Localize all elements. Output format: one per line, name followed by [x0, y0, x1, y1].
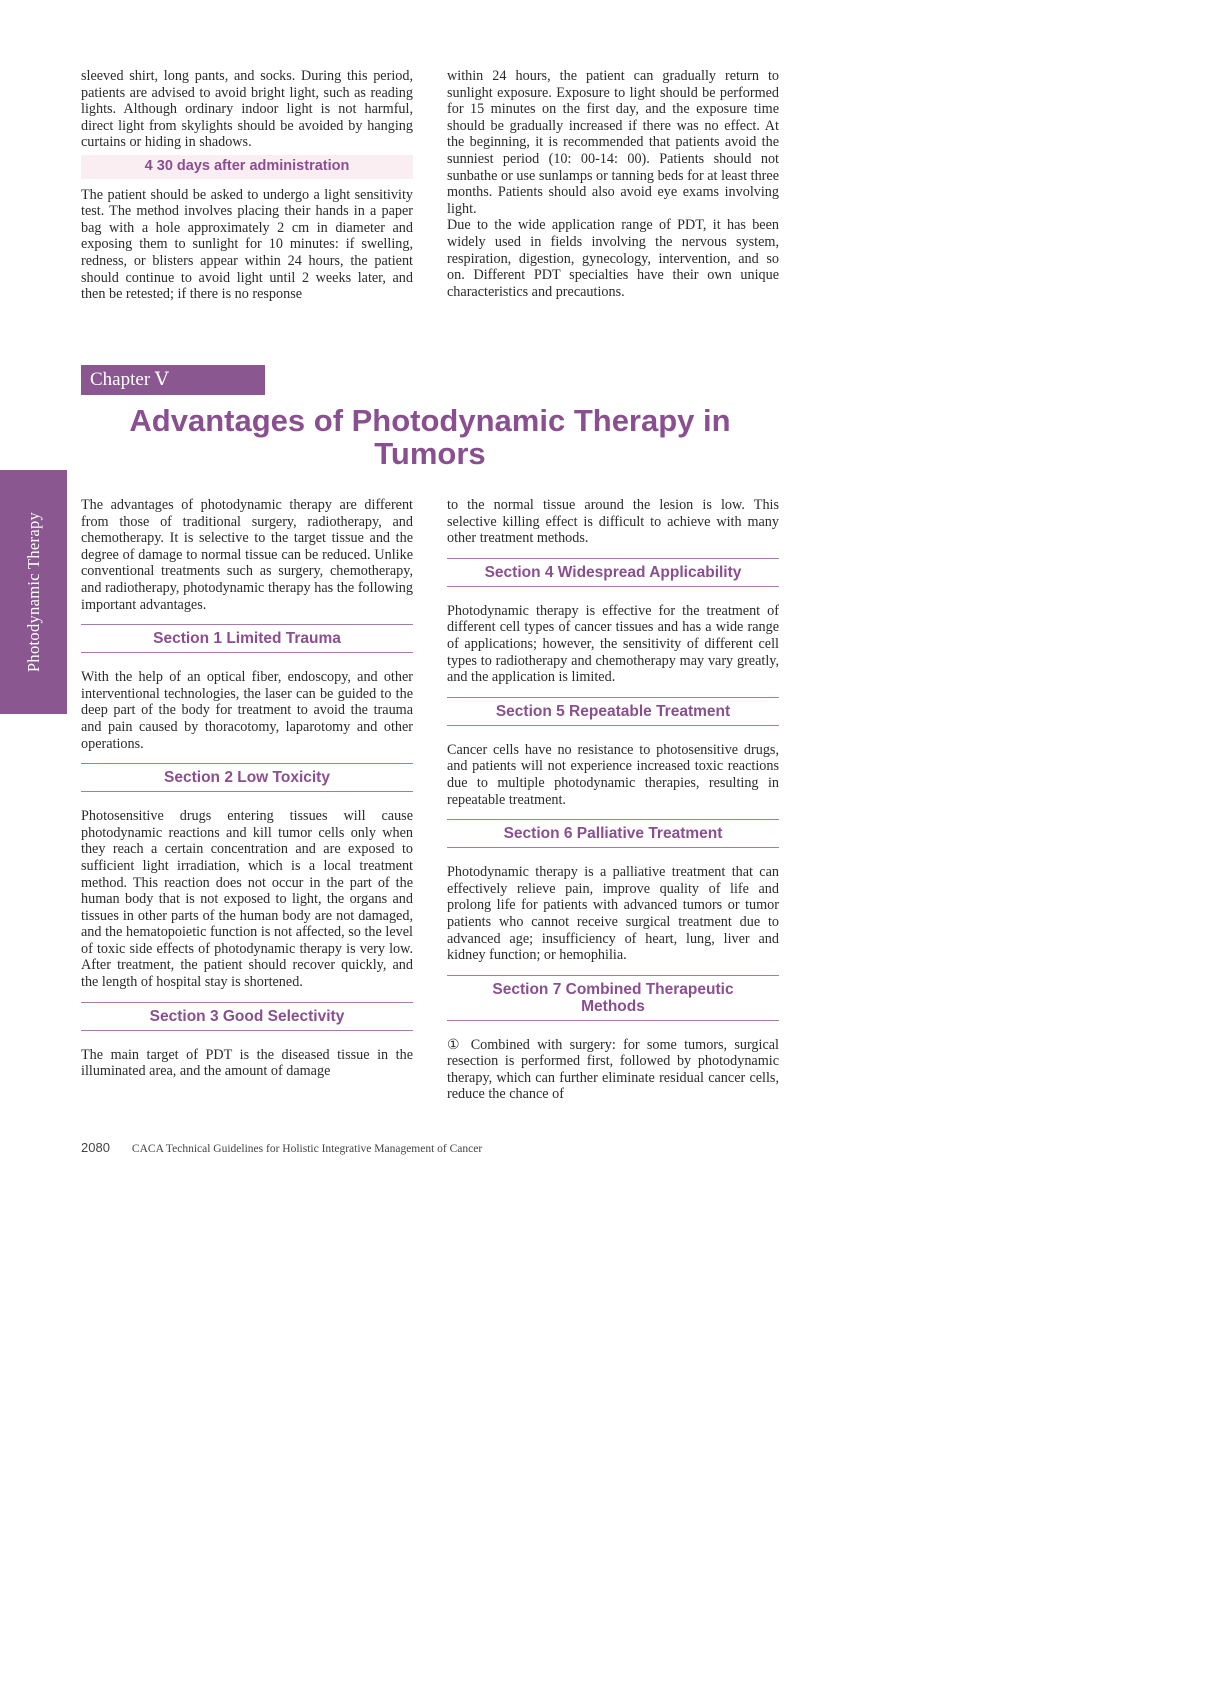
paragraph: sleeved shirt, long pants, and socks. During this period, patients are advised to avoid bright light, such as reading lights. Although ordinary indoor light is not harmful, direct light from skylights should be avoided by hanging curtains or hiding in shadows.: [81, 68, 413, 151]
section-4-text: Photodynamic therapy is effective for the treatment of different cell types of cancer tissues and has a wide range of applications; however, the sensitivity of different cell types to radiotherapy and chemotherapy may vary greatly, and the application is limited.: [447, 602, 779, 686]
subheading: 4 30 days after administration: [81, 155, 413, 179]
section-6-text: Photodynamic therapy is a palliative treatment that can effectively relieve pain, improve quality of life and prolong life for patients with advanced tumors or tumor patients who cannot receive surgical treatment due to advanced age; insufficiency of heart, lung, liver and kidney function; or hemophilia.: [447, 864, 779, 964]
paragraph: Due to the wide application range of PDT, it has been widely used in fields involving the nervous system, respiration, digestion, gynecology, intervention, and so on. Different PDT specialties have their own unique characteristics and precautions.: [447, 217, 779, 300]
section-3-text: The main target of PDT is the diseased tissue in the illuminated area, and the amount of damage: [81, 1046, 413, 1080]
side-tab: [0, 470, 67, 714]
section-2-text: Photosensitive drugs entering tissues will cause photodynamic reactions and kill tumor cells only when they reach a certain concentration and are exposed to sufficient light irradiation, which is a local treatment method. This reaction does not occur in the part of the human body that is not exposed to light, the organs and tissues in other parts of the human body are not damaged, and the hematopoietic function is not affected, so the level of toxic side effects of photodynamic therapy is very low. After treatment, the patient should recover quickly, and the length of hospital stay is shortened.: [81, 808, 413, 991]
right-column: [447, 497, 779, 1103]
section-2-heading: Section 2 Low Toxicity: [81, 763, 413, 792]
top-left-column: [81, 68, 413, 303]
chapter-title: Advantages of Photodynamic Therapy in Tumors: [129, 403, 731, 471]
paragraph: The patient should be asked to undergo a light sensitivity test. The method involves placing their hands in a paper bag with a hole approximately 2 cm in diameter and exposing them to sunlight for 10 minutes: if swelling, redness, or blisters appear within 24 hours, the patient should continue to avoid light until 2 weeks later, and then be retested; if there is no response: [81, 186, 413, 303]
page-number: 2080: [81, 1140, 110, 1155]
book-title: CACA Technical Guidelines for Holistic Integrative Management of Cancer: [131, 1143, 483, 1155]
intro-paragraph: The advantages of photodynamic therapy are different from those of traditional surgery, radiotherapy, and chemotherapy. It is selective to the target tissue and the degree of damage to normal tissue can be reduced. Unlike conventional treatments such as surgery, chemotherapy, and radiotherapy, photodynamic therapy has the following important advantages.: [81, 497, 413, 613]
left-column: [81, 497, 413, 1080]
section-3-continued: to the normal tissue around the lesion is low. This selective killing effect is difficult to achieve with many other treatment methods.: [447, 497, 779, 547]
top-right-column: [447, 68, 779, 300]
page-footer: [81, 1140, 482, 1155]
section-1-heading: Section 1 Limited Trauma: [81, 624, 413, 653]
section-4-heading: Section 4 Widespread Applicability: [447, 558, 779, 587]
side-tab-label: Photodynamic Therapy: [23, 511, 43, 673]
section-5-heading: Section 5 Repeatable Treatment: [447, 697, 779, 726]
section-6-heading: Section 6 Palliative Treatment: [447, 819, 779, 848]
section-7-heading: Section 7 Combined Therapeutic Methods: [447, 975, 779, 1021]
paragraph: within 24 hours, the patient can gradually return to sunlight exposure. Exposure to light should be performed for 15 minutes on the first day, and the exposure time should be gradually increased if there was no effect. At the beginning, it is recommended that patients avoid the sunniest period (10: 00-14: 00). Patients should not sunbathe or use sunlamps or tanning beds for at least three months. Patients should also avoid eye exams involving light.: [447, 68, 779, 217]
section-7-text: ① Combined with surgery: for some tumors, surgical resection is performed first, followed by photodynamic therapy, which can further eliminate residual cancer cells, reduce the chance of: [447, 1036, 779, 1103]
section-1-text: With the help of an optical fiber, endoscopy, and other interventional technologies, the laser can be guided to the deep part of the body for treatment to avoid the trauma and pain caused by thoracotomy, laparotomy and other operations.: [81, 669, 413, 752]
section-5-text: Cancer cells have no resistance to photosensitive drugs, and patients will not experience increased toxic reactions due to multiple photodynamic therapies, resulting in repeatable treatment.: [447, 741, 779, 808]
chapter-label: Chapter Ⅴ: [81, 365, 265, 395]
section-3-heading: Section 3 Good Selectivity: [81, 1002, 413, 1031]
